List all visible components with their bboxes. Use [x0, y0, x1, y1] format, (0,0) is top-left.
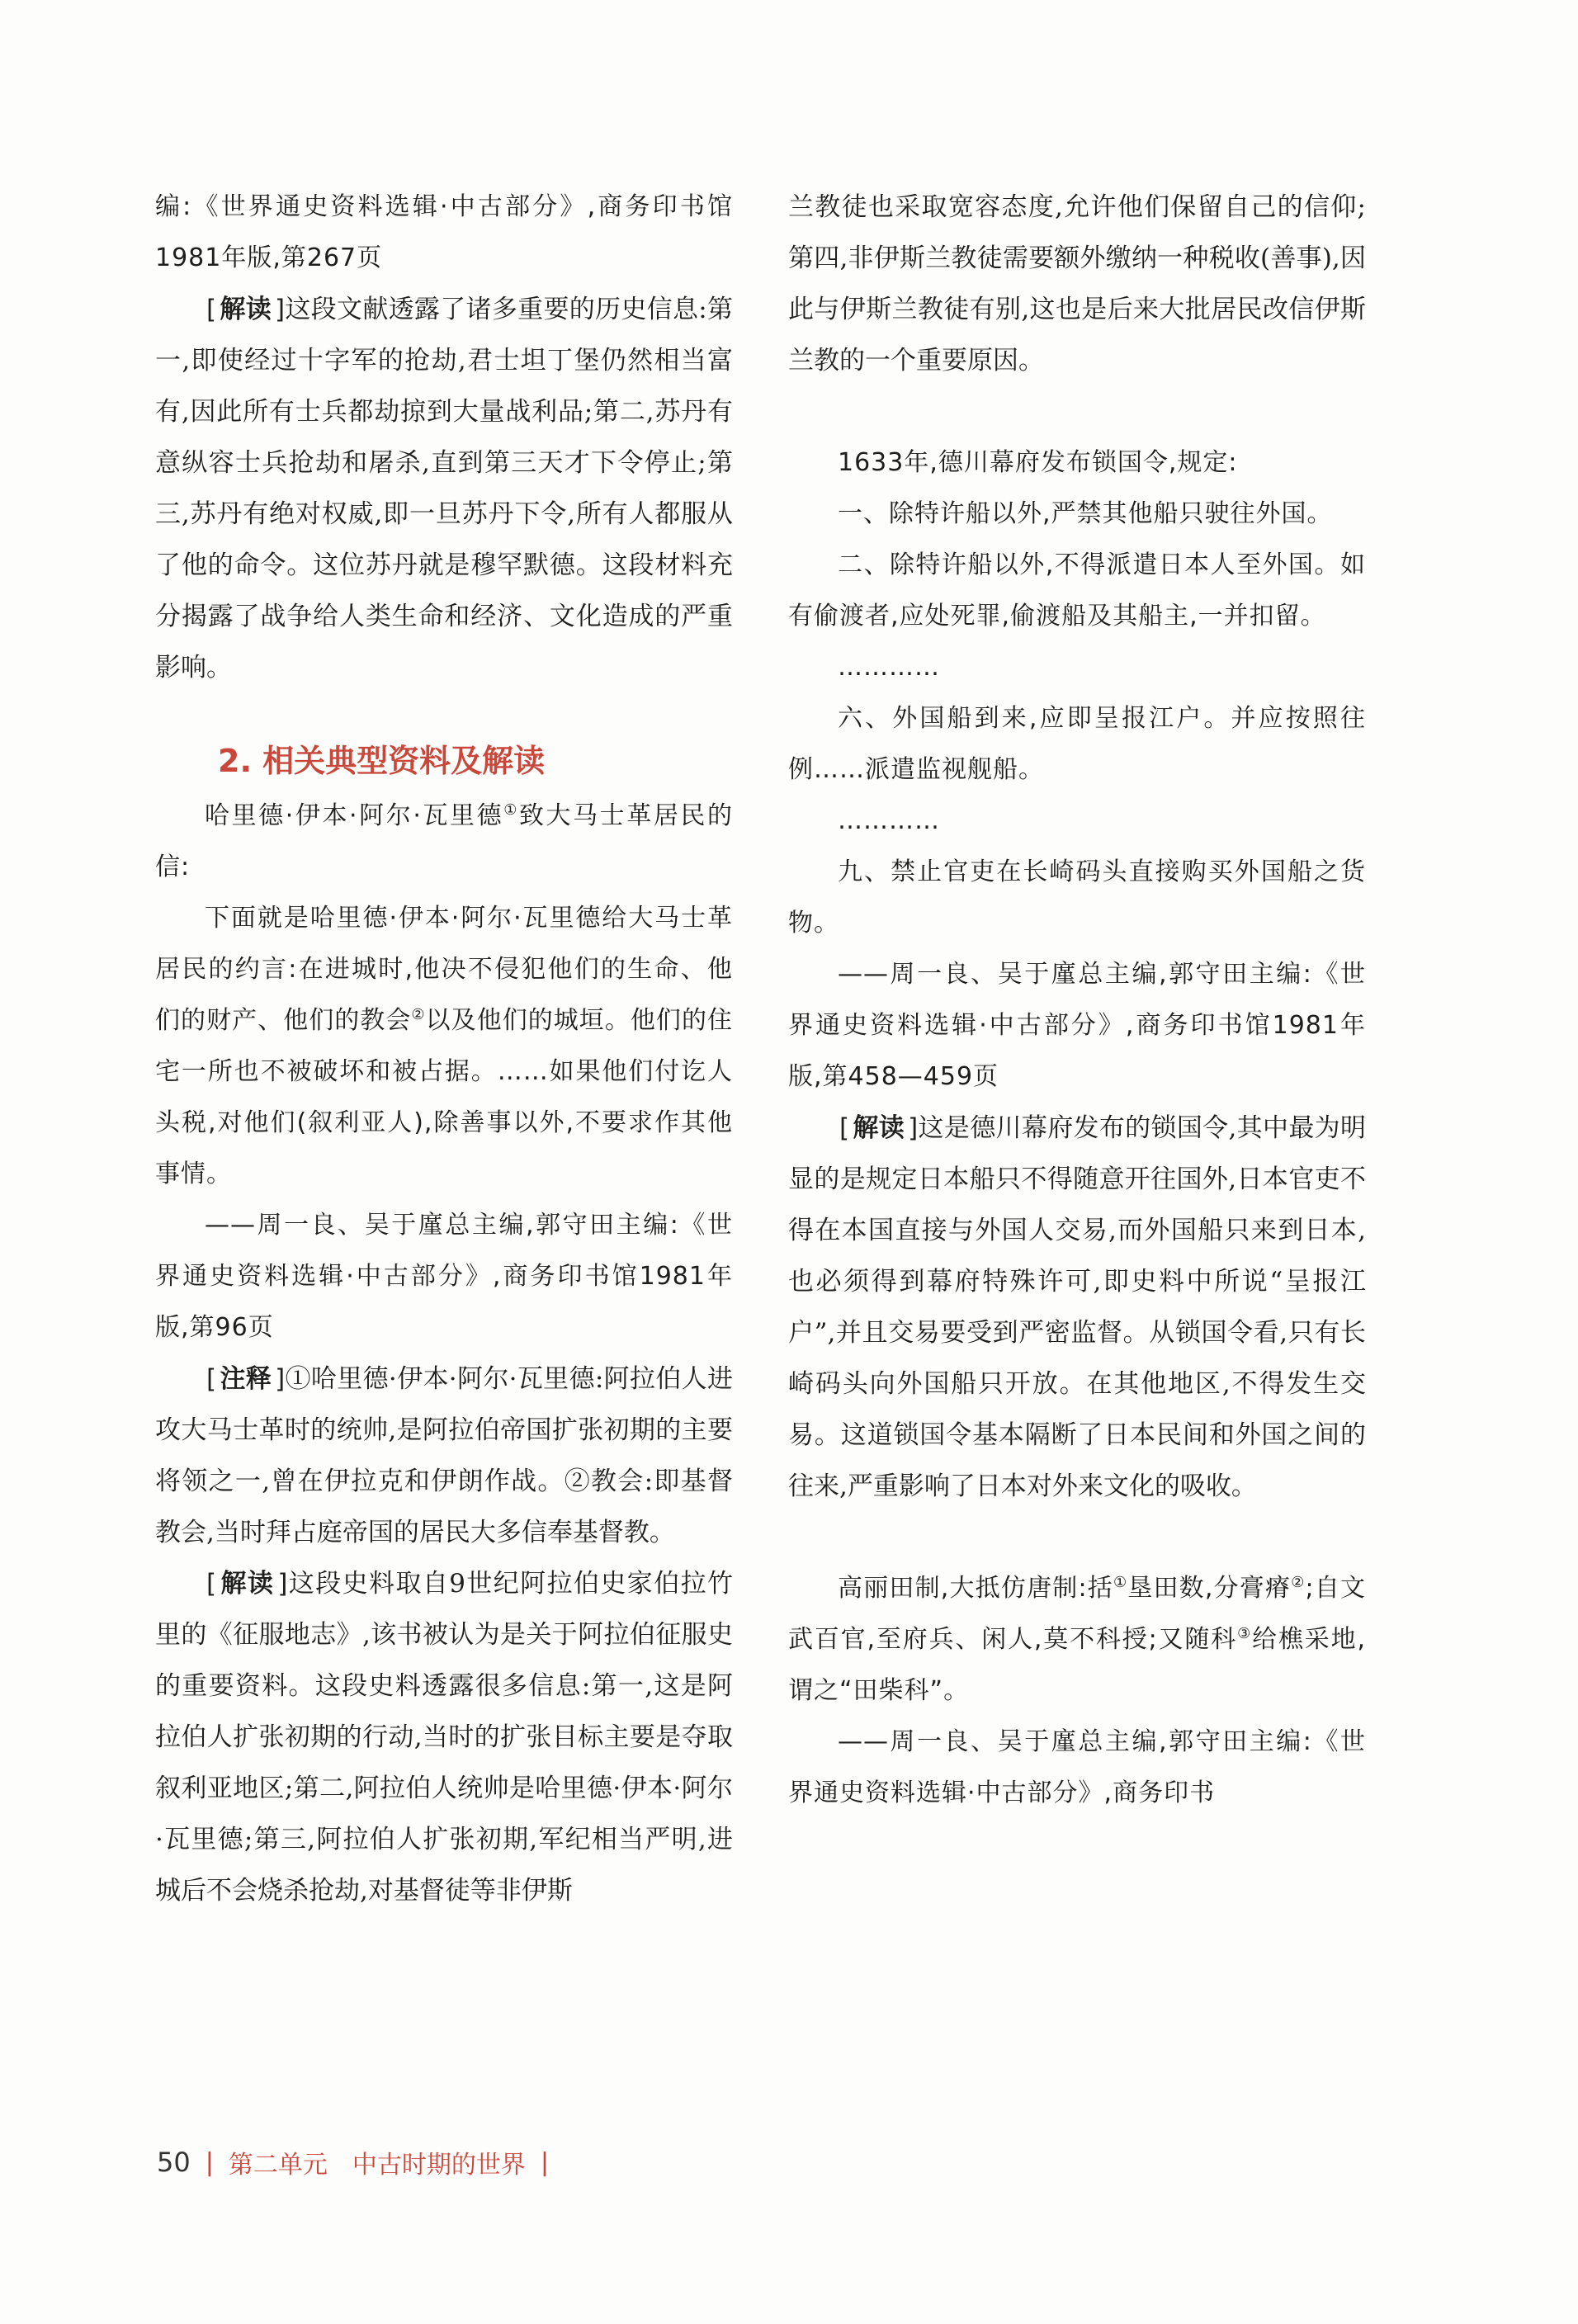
interpretation-tag: [ 解读 ] [839, 1113, 918, 1143]
divider: | [205, 2147, 214, 2177]
source-quote: 二、除特许船以外,不得派遣日本人至外国。如有偷渡者,应处死罪,偷渡船及其船主,一并扣留。 [788, 550, 1366, 631]
source-citation: ——周一良、吴于廑总主编,郭守田主编:《世界通史资料选辑·中古部分》,商务印书馆1981年版,第458—459页 [788, 960, 1366, 1091]
source-intro: 哈里德·伊本·阿尔·瓦里德①致大马士革居民的信: [155, 801, 734, 881]
right-column [788, 182, 1366, 1819]
interpretation-continuation: 兰教徒也采取宽容态度,允许他们保留自己的信仰;第四,非伊斯兰教徒需要额外缴纳一种税收(善事),因此与伊斯兰教徒有别,这也是后来大批居民改信伊斯兰教的一个重要原因。 [788, 192, 1366, 376]
page-number: 50 [157, 2147, 191, 2178]
divider: | [540, 2147, 549, 2177]
source-citation: ——周一良、吴于廑总主编,郭守田主编:《世界通史资料选辑·中古部分》,商务印书 [788, 1727, 1366, 1807]
ellipsis: ………… [838, 653, 940, 682]
interpretation-paragraph: [ 解读 ] 这段史料取自9世纪阿拉伯史家伯拉竹里的《征服地志》,该书被认为是关于阿拉伯征服史的重要资料。这段史料透露很多信息:第一,这是阿拉伯人扩张初期的行动,当时的扩张目标主要是夺取叙利亚地区;第二,阿拉伯人统帅是哈里德·伊本·阿尔·瓦里德;第三,阿拉伯人扩张初期,军纪相当严明,进城后不会烧杀抢劫,对基督徒等非伊斯 [155, 1558, 733, 1916]
unit-title: 第二单元 中古时期的世界 [228, 2151, 526, 2180]
source-quote: 高丽田制,大抵仿唐制:括①垦田数,分膏瘠②;自文武百官,至府兵、闲人,莫不科授;又随科③给樵采地,谓之“田柴科”。 [788, 1574, 1367, 1705]
page-footer [157, 2137, 564, 2187]
section-title: 2. 相关典型资料及解读 [218, 743, 546, 779]
source-quote: 九、禁止官吏在长崎码头直接购买外国船之货物。 [788, 857, 1366, 938]
annotation-tag: [ 注释 ] [206, 1364, 285, 1394]
source-citation: 编:《世界通史资料选辑·中古部分》,商务印书馆1981年版,第267页 [155, 192, 733, 272]
interpretation-tag: [ 解读 ] [206, 295, 285, 324]
interpretation-tag: [ 解读 ] [206, 1569, 287, 1599]
interpretation-paragraph: [ 解读 ] 这是德川幕府发布的锁国令,其中最为明显的是规定日本船只不得随意开往国外,日本官吏不得在本国直接与外国人交易,而外国船只来到日本,也必须得到幕府特殊许可,即史料中所说“呈报江户”,并且交易要受到严密监督。从锁国令看,只有长崎码头向外国船只开放。在其他地区,不得发生交易。这道锁国令基本隔断了日本民间和外国之间的往来,严重影响了日本对外来文化的吸收。 [788, 1103, 1366, 1512]
interpretation-paragraph: [ 解读 ] 这段文献透露了诸多重要的历史信息:第一,即使经过十字军的抢劫,君士坦丁堡仍然相当富有,因此所有士兵都劫掠到大量战利品;第二,苏丹有意纵容士兵抢劫和屠杀,直到第三天才下令停止;第三,苏丹有绝对权威,即一旦苏丹下令,所有人都服从了他的命令。这位苏丹就是穆罕默德。这段材料充分揭露了战争给人类生命和经济、文化造成的严重影响。 [155, 284, 733, 693]
annotation-paragraph: [ 注释 ] ①哈里德·伊本·阿尔·瓦里德:阿拉伯人进攻大马士革时的统帅,是阿拉伯帝国扩张初期的主要将领之一,曾在伊拉克和伊朗作战。②教会:即基督教会,当时拜占庭帝国的居民大多信奉基督教。 [155, 1353, 733, 1558]
left-column [155, 182, 733, 1916]
source-quote: 下面就是哈里德·伊本·阿尔·瓦里德给大马士革居民的约言:在进城时,他决不侵犯他们的生命、他们的财产、他们的教会②以及他们的城垣。他们的住宅一所也不被破坏和被占据。……如果他们付讫人头税,对他们(叙利亚人),除善事以外,不要求作其他事情。 [155, 904, 734, 1188]
source-intro: 1633年,德川幕府发布锁国令,规定: [838, 448, 1238, 477]
source-quote: 六、外国船到来,应即呈报江户。并应按照往例……派遣监视舰船。 [788, 704, 1366, 784]
source-citation: ——周一良、吴于廑总主编,郭守田主编:《世界通史资料选辑·中古部分》,商务印书馆1981年版,第96页 [155, 1211, 733, 1342]
source-quote: 一、除特许船以外,严禁其他船只驶往外国。 [838, 499, 1333, 528]
ellipsis: ………… [838, 806, 940, 835]
